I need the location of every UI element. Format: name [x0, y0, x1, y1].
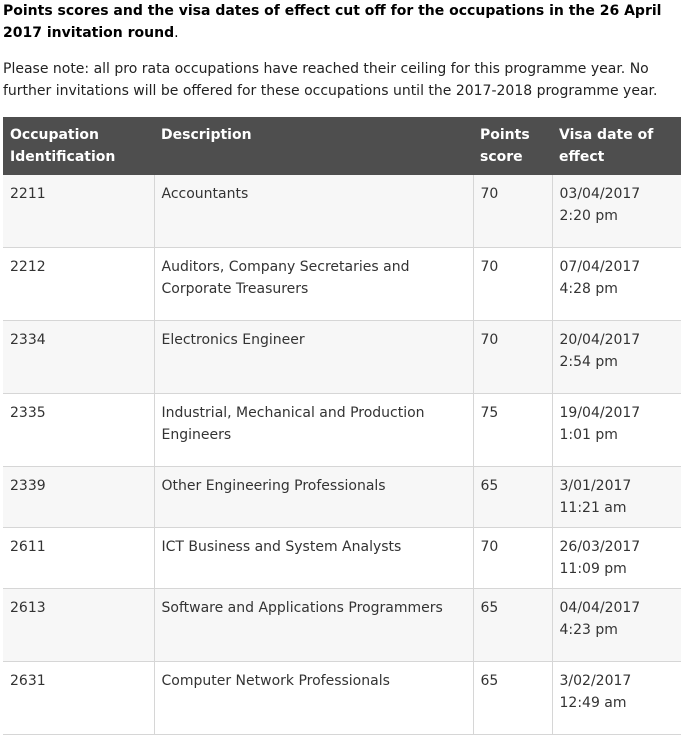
cell-description: Software and Applications Programmers	[154, 589, 473, 662]
cell-description: Other Engineering Professionals	[154, 467, 473, 528]
cell-code: 2339	[3, 467, 154, 528]
cell-code: 2631	[3, 662, 154, 735]
table-row	[3, 175, 681, 248]
cell-points: 70	[473, 175, 552, 248]
table-header-row	[3, 117, 681, 175]
cell-points: 65	[473, 662, 552, 735]
table-row	[3, 248, 681, 321]
cell-visa-date: 26/03/2017 11:09 pm	[552, 528, 681, 589]
cell-description: ICT Business and System Analysts	[154, 528, 473, 589]
table-row	[3, 528, 681, 589]
heading-period: .	[174, 25, 179, 41]
page-heading	[3, 0, 683, 44]
cell-visa-date: 20/04/2017 2:54 pm	[552, 321, 681, 394]
header-points-score: Points score	[473, 117, 552, 175]
cell-code: 2335	[3, 394, 154, 467]
cell-code: 2211	[3, 175, 154, 248]
cell-code: 2613	[3, 589, 154, 662]
cell-code: 2212	[3, 248, 154, 321]
cell-description: Auditors, Company Secretaries and Corporate Treasurers	[154, 248, 473, 321]
cell-visa-date: 19/04/2017 1:01 pm	[552, 394, 681, 467]
cell-points: 70	[473, 321, 552, 394]
header-occupation-id: Occupation Identification	[3, 117, 154, 175]
cell-code: 2611	[3, 528, 154, 589]
cell-visa-date: 07/04/2017 4:28 pm	[552, 248, 681, 321]
header-description: Description	[154, 117, 473, 175]
cell-points: 75	[473, 394, 552, 467]
cell-points: 70	[473, 528, 552, 589]
cell-description: Computer Network Professionals	[154, 662, 473, 735]
cell-description: Accountants	[154, 175, 473, 248]
cell-points: 70	[473, 248, 552, 321]
cell-description: Electronics Engineer	[154, 321, 473, 394]
cell-points: 65	[473, 467, 552, 528]
table-row	[3, 321, 681, 394]
cell-visa-date: 3/01/2017 11:21 am	[552, 467, 681, 528]
pro-rata-note: Please note: all pro rata occupations have reached their ceiling for this programme year. No further invitations will be offered for these occupations until the 2017-2018 programme year.	[3, 61, 658, 99]
heading-text: Points scores and the visa dates of effect cut off for the occupations in the 26 April 2017 invitation round	[3, 3, 662, 41]
cell-visa-date: 04/04/2017 4:23 pm	[552, 589, 681, 662]
cell-visa-date: 3/02/2017 12:49 am	[552, 662, 681, 735]
occupations-table	[3, 117, 681, 735]
table-row	[3, 394, 681, 467]
cell-description: Industrial, Mechanical and Production Engineers	[154, 394, 473, 467]
table-row	[3, 589, 681, 662]
cell-visa-date: 03/04/2017 2:20 pm	[552, 175, 681, 248]
cell-points: 65	[473, 589, 552, 662]
header-visa-date: Visa date of effect	[552, 117, 681, 175]
table-row	[3, 467, 681, 528]
cell-code: 2334	[3, 321, 154, 394]
